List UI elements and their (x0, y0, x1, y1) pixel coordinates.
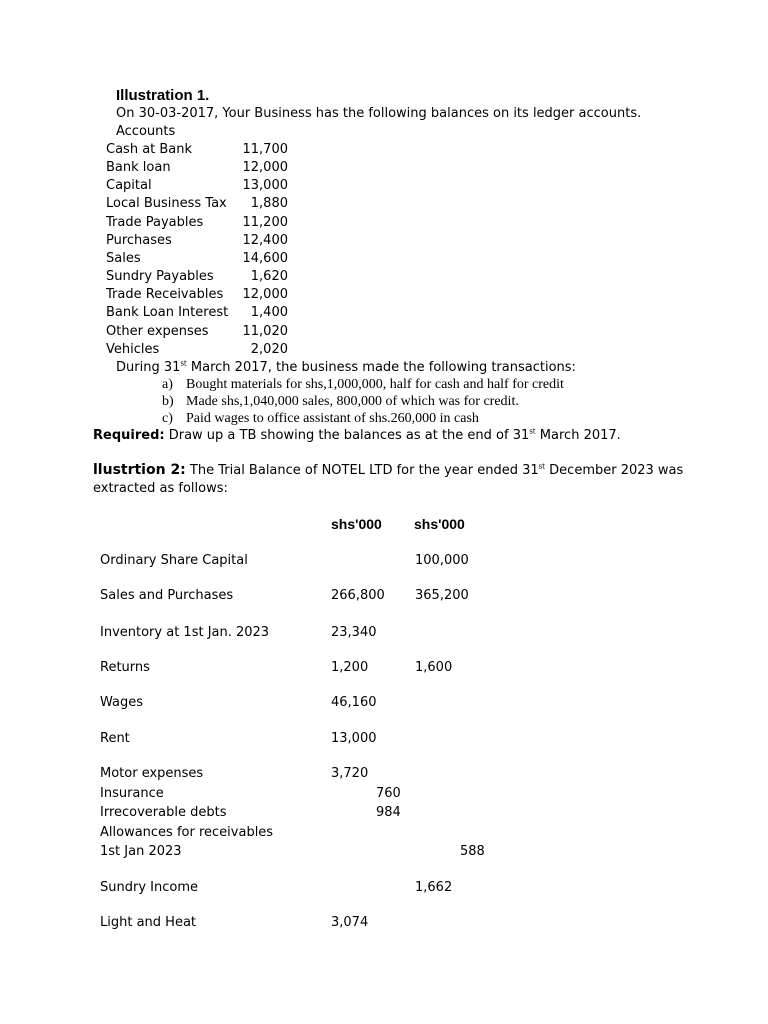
account-name: Sundry Payables (106, 269, 214, 284)
during-pre: During 31 (116, 360, 181, 375)
account-amount: 12,000 (242, 160, 288, 175)
account-amount: 11,700 (242, 142, 288, 157)
tb-row-name: Rent (100, 731, 130, 746)
account-name: Other expenses (106, 324, 209, 339)
transactions-intro (116, 360, 576, 376)
required-line (93, 428, 621, 444)
transaction-text: Paid wages to office assistant of shs.260,000 in cash (186, 411, 479, 426)
tb-row-name: Light and Heat (100, 915, 197, 930)
tb-row-debit: 266,800 (331, 588, 385, 603)
during-sup: st (180, 359, 187, 368)
tb-row-credit: 1,600 (415, 660, 453, 675)
account-amount: 12,400 (242, 233, 288, 248)
tb-row-name: Insurance (100, 786, 164, 801)
tb-row-name: 1st Jan 2023 (100, 844, 182, 859)
during-post: March 2017, the business made the following transactions: (186, 360, 576, 375)
account-name: Vehicles (106, 342, 160, 357)
account-name: Capital (106, 178, 152, 193)
account-amount: 13,000 (242, 178, 288, 193)
tb-row-debit: 984 (376, 805, 401, 820)
account-name: Purchases (106, 233, 172, 248)
tb-row-name: Sundry Income (100, 880, 198, 895)
tb-row-credit: 365,200 (415, 588, 469, 603)
tb-row-name: Inventory at 1st Jan. 2023 (100, 625, 270, 640)
tb-row-debit: 46,160 (331, 695, 377, 710)
account-name: Sales (106, 251, 141, 266)
transaction-text: Bought materials for shs,1,000,000, half for cash and half for credit (186, 377, 564, 392)
tb-row-name: Allowances for receivables (100, 825, 274, 840)
tb-row-debit: 760 (376, 786, 401, 801)
transaction-text: Made shs,1,040,000 sales, 800,000 of which was for credit. (186, 394, 519, 409)
tb-row-credit: 588 (460, 844, 485, 859)
transaction-marker: b) (162, 394, 174, 409)
tb-row-debit: 1,200 (331, 660, 369, 675)
tb-row-name: Returns (100, 660, 150, 675)
account-name: Local Business Tax (106, 196, 227, 211)
account-amount: 12,000 (242, 287, 288, 302)
account-amount: 1,400 (250, 305, 288, 320)
accounts-label: Accounts (116, 124, 176, 139)
required-label: Required: (93, 428, 165, 443)
account-amount: 1,620 (250, 269, 288, 284)
account-name: Trade Payables (106, 215, 204, 230)
illustration-2-title: llustrtion 2: (93, 462, 186, 478)
tb-row-credit: 1,662 (415, 880, 453, 895)
required-pre: Draw up a TB showing the balances as at the end of 31 (164, 428, 530, 443)
tb-row-name: Sales and Purchases (100, 588, 234, 603)
intro-sup: st (538, 462, 546, 471)
illustration-2-intro (93, 462, 683, 479)
account-amount: 1,880 (250, 196, 288, 211)
account-name: Trade Receivables (106, 287, 224, 302)
tb-row-name: Wages (100, 695, 144, 710)
transaction-marker: a) (162, 377, 173, 392)
tb-row-debit: 3,720 (331, 766, 369, 781)
required-post: March 2017. (535, 428, 621, 443)
account-amount: 11,020 (242, 324, 288, 339)
illustration-1-intro: On 30-03-2017, Your Business has the following balances on its ledger accounts. (116, 106, 642, 121)
tb-row-name: Ordinary Share Capital (100, 553, 248, 568)
tb-row-credit: 100,000 (415, 553, 469, 568)
intro-pre: The Trial Balance of NOTEL LTD for the year ended 31 (185, 463, 539, 478)
tb-row-debit: 13,000 (331, 731, 377, 746)
intro-post: December 2023 was (545, 463, 684, 478)
tb-row-name: Motor expenses (100, 766, 204, 781)
account-amount: 2,020 (250, 342, 288, 357)
tb-row-debit: 3,074 (331, 915, 369, 930)
tb-row-debit: 23,340 (331, 625, 377, 640)
illustration-2-intro-line2: extracted as follows: (93, 481, 228, 496)
column-header-debit: shs'000 (331, 516, 382, 532)
account-name: Bank Loan Interest (106, 305, 229, 320)
account-name: Cash at Bank (106, 142, 193, 157)
illustration-1-title: Illustration 1. (116, 87, 210, 104)
required-sup: st (529, 427, 536, 436)
account-amount: 11,200 (242, 215, 288, 230)
tb-row-name: Irrecoverable debts (100, 805, 227, 820)
account-amount: 14,600 (242, 251, 288, 266)
transaction-marker: c) (162, 411, 173, 426)
account-name: Bank loan (106, 160, 171, 175)
column-header-credit: shs'000 (414, 516, 465, 532)
